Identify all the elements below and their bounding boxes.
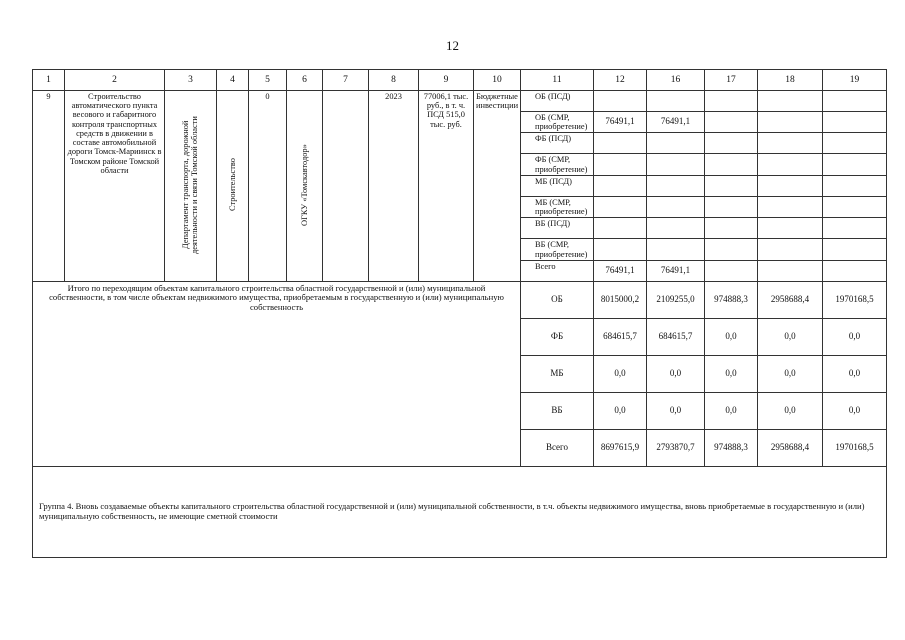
value-12 — [594, 196, 647, 217]
col-header: 11 — [521, 70, 594, 91]
source-label: ОБ (СМР, приобретение) — [521, 112, 594, 133]
source-label: ФБ (СМР, приобретение) — [521, 154, 594, 175]
col-header: 10 — [474, 70, 521, 91]
value-16 — [647, 154, 705, 175]
value-12 — [594, 154, 647, 175]
value-17 — [705, 91, 758, 112]
value-17: 0,0 — [705, 392, 758, 429]
value-19 — [823, 175, 887, 196]
col-header: 16 — [647, 70, 705, 91]
value-17 — [705, 175, 758, 196]
value-16 — [647, 218, 705, 239]
col-header: 12 — [594, 70, 647, 91]
value-19 — [823, 154, 887, 175]
value-18 — [758, 112, 823, 133]
summary-source: Всего — [521, 429, 594, 466]
value-17 — [705, 112, 758, 133]
page-number: 12 — [446, 38, 459, 53]
value-19 — [823, 133, 887, 154]
col-header: 5 — [249, 70, 287, 91]
col-header: 9 — [419, 70, 474, 91]
value-17 — [705, 196, 758, 217]
value-12: 8015000,2 — [594, 281, 647, 318]
group-4-heading: Группа 4. Вновь создаваемые объекты капитального строительства областной государственной и (или) муниципальной собственности, в т.ч. объекты недвижимого имущества, вновь приобретаемые в государственную и (или) муниципальную собственность, не имеющие сметной стоимости — [33, 466, 887, 557]
value-18: 0,0 — [758, 318, 823, 355]
value-18: 0,0 — [758, 392, 823, 429]
col-header: 2 — [65, 70, 165, 91]
value-18 — [758, 91, 823, 112]
value-12: 684615,7 — [594, 318, 647, 355]
work-type-cell — [217, 91, 249, 282]
value-12: 76491,1 — [594, 260, 647, 281]
value-18 — [758, 133, 823, 154]
source-label: МБ (СМР, приобретение) — [521, 196, 594, 217]
value-19: 0,0 — [823, 355, 887, 392]
column-5-value: 0 — [249, 91, 287, 282]
value-19 — [823, 260, 887, 281]
value-17 — [705, 218, 758, 239]
value-18 — [758, 175, 823, 196]
value-17 — [705, 239, 758, 260]
value-17 — [705, 154, 758, 175]
source-label: Всего — [521, 260, 594, 281]
summary-row — [33, 281, 887, 318]
value-18 — [758, 260, 823, 281]
value-16 — [647, 133, 705, 154]
column-7-value — [323, 91, 369, 282]
value-16: 684615,7 — [647, 318, 705, 355]
value-16: 76491,1 — [647, 260, 705, 281]
value-17: 974888,3 — [705, 429, 758, 466]
value-19 — [823, 218, 887, 239]
value-18 — [758, 196, 823, 217]
summary-source: ВБ — [521, 392, 594, 429]
value-19: 1970168,5 — [823, 281, 887, 318]
value-16: 2793870,7 — [647, 429, 705, 466]
value-19 — [823, 196, 887, 217]
source-label: ОБ (ПСД) — [521, 91, 594, 112]
cost-value: 77006,1 тыс. руб., в т. ч. ПСД 515,0 тыс. руб. — [419, 91, 474, 282]
col-header: 1 — [33, 70, 65, 91]
value-16: 0,0 — [647, 392, 705, 429]
value-18: 0,0 — [758, 355, 823, 392]
value-12 — [594, 133, 647, 154]
customer-cell — [287, 91, 323, 282]
col-header: 19 — [823, 70, 887, 91]
group-row — [33, 466, 887, 557]
value-16: 76491,1 — [647, 112, 705, 133]
value-19 — [823, 239, 887, 260]
value-17 — [705, 260, 758, 281]
value-12: 0,0 — [594, 355, 647, 392]
source-label: ФБ (ПСД) — [521, 133, 594, 154]
department-cell — [165, 91, 217, 282]
value-19: 0,0 — [823, 392, 887, 429]
value-17: 974888,3 — [705, 281, 758, 318]
value-19 — [823, 112, 887, 133]
col-header: 18 — [758, 70, 823, 91]
col-header: 4 — [217, 70, 249, 91]
value-17: 0,0 — [705, 318, 758, 355]
department-name: Департамент транспорта, дорожной деятельности и связи Томской области — [181, 115, 200, 254]
source-label: ВБ (СМР, приобретение) — [521, 239, 594, 260]
investment-type: Бюджетные инвестиции — [474, 91, 521, 282]
col-header: 7 — [323, 70, 369, 91]
value-16 — [647, 91, 705, 112]
value-19: 0,0 — [823, 318, 887, 355]
summary-source: ФБ — [521, 318, 594, 355]
value-18 — [758, 218, 823, 239]
value-17 — [705, 133, 758, 154]
col-header: 8 — [369, 70, 419, 91]
value-18 — [758, 239, 823, 260]
value-12 — [594, 239, 647, 260]
value-16 — [647, 239, 705, 260]
object-row — [33, 91, 887, 112]
value-18: 2958688,4 — [758, 429, 823, 466]
value-12 — [594, 218, 647, 239]
year-value: 2023 — [369, 91, 419, 282]
value-12: 76491,1 — [594, 112, 647, 133]
object-name: Строительство автоматического пункта весового и габаритного контроля транспортных средств в движении в составе автомобильной дороги Томск-Мариинск в Томском районе Томской области — [65, 91, 165, 282]
value-19 — [823, 91, 887, 112]
value-12: 0,0 — [594, 392, 647, 429]
value-12 — [594, 175, 647, 196]
customer-name: ОГКУ «Томскавтодор» — [299, 143, 309, 226]
value-12 — [594, 91, 647, 112]
col-header: 17 — [705, 70, 758, 91]
investment-table — [32, 69, 887, 558]
col-header: 3 — [165, 70, 217, 91]
source-label: ВБ (ПСД) — [521, 218, 594, 239]
value-17: 0,0 — [705, 355, 758, 392]
row-number: 9 — [33, 91, 65, 282]
value-19: 1970168,5 — [823, 429, 887, 466]
col-header: 6 — [287, 70, 323, 91]
source-label: МБ (ПСД) — [521, 175, 594, 196]
value-18 — [758, 154, 823, 175]
summary-source: ОБ — [521, 281, 594, 318]
value-12: 8697615,9 — [594, 429, 647, 466]
value-16: 0,0 — [647, 355, 705, 392]
header-row — [33, 70, 887, 91]
value-16 — [647, 175, 705, 196]
value-16: 2109255,0 — [647, 281, 705, 318]
value-16 — [647, 196, 705, 217]
summary-source: МБ — [521, 355, 594, 392]
work-type: Строительство — [227, 158, 237, 212]
summary-label: Итого по переходящим объектам капитального строительства областной государственной и (или) муниципальной собственности, в том числе объектам недвижимого имущества, приобретаемым в государственную и (или) муниципальную собственность — [33, 281, 521, 466]
value-18: 2958688,4 — [758, 281, 823, 318]
